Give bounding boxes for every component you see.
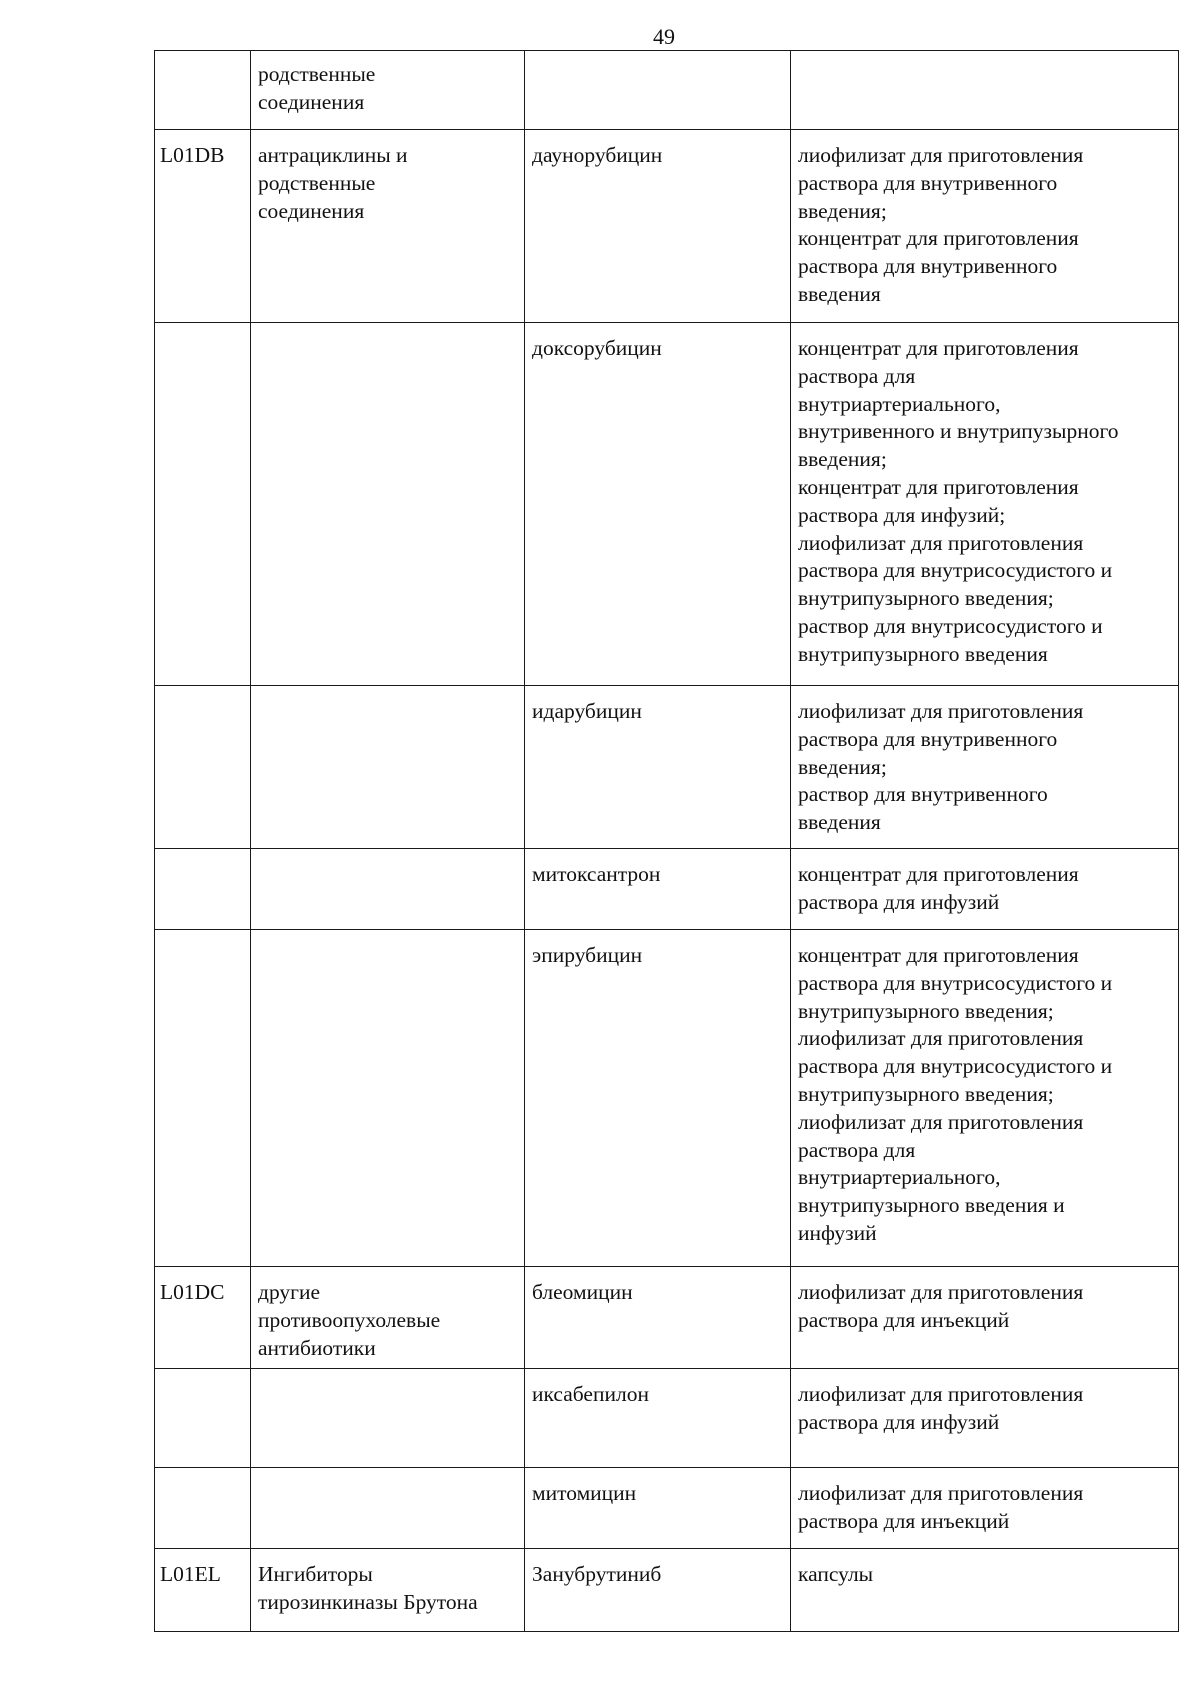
table-row [155, 849, 1179, 930]
dosage-form-line: лиофилизат для приготовления [798, 1026, 1084, 1051]
dosage-form-line: лиофилизат для приготовления [798, 699, 1084, 723]
table-row [155, 930, 1179, 1267]
dosage-form-cell [791, 686, 1179, 849]
drug-name-cell: идарубицин [525, 686, 791, 849]
dosage-form-line: раствора для внутрисосудистого и [798, 970, 1113, 995]
dosage-form-cell [791, 51, 1179, 130]
group-text-line: другие [258, 1280, 321, 1304]
dosage-form-line: концентрат для приготовления [798, 862, 1079, 886]
dosage-form-cell [791, 130, 1179, 323]
table-row [155, 1549, 1179, 1632]
dosage-form-line: концентрат для приготовления [798, 226, 1079, 251]
atc-code-cell: L01EL [155, 1549, 251, 1632]
group-text-line: соединения [258, 198, 365, 223]
dosage-form-line: капсулы [798, 1562, 874, 1587]
drug-name-cell: иксабепилон [525, 1369, 791, 1468]
dosage-form-line: раствор для внутривенного [798, 782, 1048, 807]
table-body [155, 51, 1179, 1632]
group-text-line: родственные [258, 170, 376, 195]
drug-table [154, 50, 1179, 1632]
dosage-form-line: введения [798, 281, 881, 306]
table-row [155, 51, 1179, 130]
drug-name-cell: митомицин [525, 1468, 791, 1549]
pharmacological-group-cell [251, 849, 525, 930]
group-text-line: антибиотики [258, 1335, 376, 1360]
dosage-form-cell [791, 1549, 1179, 1632]
dosage-form-line: внутрипузырного введения; [798, 586, 1054, 611]
dosage-form-line: внутриартериального, [798, 391, 1001, 416]
table-row [155, 323, 1179, 686]
dosage-form-cell [791, 323, 1179, 686]
atc-code-cell [155, 323, 251, 686]
drug-name-cell: доксорубицин [525, 323, 791, 686]
dosage-form-line: введения; [798, 754, 887, 779]
table-row [155, 130, 1179, 323]
dosage-form-line: раствора для [798, 363, 916, 388]
drug-name-cell: Занубрутиниб [525, 1549, 791, 1632]
drug-name-cell: блеомицин [525, 1267, 791, 1369]
dosage-form-line: лиофилизат для приготовления [798, 1382, 1084, 1407]
dosage-form-line: раствора для внутривенного [798, 170, 1058, 195]
drug-name-cell: митоксантрон [525, 849, 791, 930]
atc-code-cell [155, 1369, 251, 1468]
pharmacological-group-cell [251, 686, 525, 849]
group-text-line: родственные [258, 62, 376, 86]
dosage-form-line: введения; [798, 198, 887, 223]
pharmacological-group-cell [251, 51, 525, 130]
table-row [155, 1267, 1179, 1369]
dosage-form-line: внутрипузырного введения; [798, 998, 1054, 1023]
drug-name-cell: даунорубицин [525, 130, 791, 323]
dosage-form-cell [791, 1369, 1179, 1468]
dosage-form-line: раствора для инъекций [798, 1307, 1010, 1332]
dosage-form-line: раствора для внутрисосудистого и [798, 558, 1113, 583]
group-text-line: антрациклины и [258, 143, 408, 167]
dosage-form-line: концентрат для приготовления [798, 474, 1079, 499]
dosage-form-line: концентрат для приготовления [798, 336, 1079, 360]
drug-name-cell [525, 51, 791, 130]
atc-code-cell [155, 51, 251, 130]
atc-code-cell: L01DB [155, 130, 251, 323]
dosage-form-line: раствора для инфузий [798, 889, 1000, 914]
dosage-form-cell [791, 1267, 1179, 1369]
atc-code-cell [155, 849, 251, 930]
dosage-form-line: концентрат для приготовления [798, 943, 1079, 967]
atc-code-cell [155, 686, 251, 849]
group-text-line: Ингибиторы [258, 1562, 373, 1587]
dosage-form-line: лиофилизат для приготовления [798, 1109, 1084, 1134]
atc-code-cell [155, 930, 251, 1267]
dosage-form-cell [791, 1468, 1179, 1549]
atc-code-cell: L01DC [155, 1267, 251, 1369]
pharmacological-group-cell [251, 1267, 525, 1369]
table-row [155, 686, 1179, 849]
table-row [155, 1369, 1179, 1468]
dosage-form-line: раствора для [798, 1137, 916, 1162]
group-text-line: тирозинкиназы Брутона [258, 1590, 478, 1615]
dosage-form-line: лиофилизат для приготовления [798, 1481, 1084, 1506]
dosage-form-line: раствора для инфузий [798, 1410, 1000, 1435]
pharmacological-group-cell [251, 1468, 525, 1549]
dosage-form-line: внутривенного и внутрипузырного [798, 419, 1119, 444]
dosage-form-cell [791, 930, 1179, 1267]
dosage-form-line: раствора для внутривенного [798, 726, 1058, 751]
pharmacological-group-cell [251, 930, 525, 1267]
group-text-line: противоопухолевые [258, 1307, 441, 1332]
dosage-form-line: внутрипузырного введения; [798, 1081, 1054, 1106]
dosage-form-line: внутрипузырного введения и [798, 1193, 1065, 1218]
dosage-form-cell [791, 849, 1179, 930]
dosage-form-line: лиофилизат для приготовления [798, 1280, 1084, 1304]
pharmacological-group-cell [251, 130, 525, 323]
page-number: 49 [653, 24, 675, 49]
dosage-form-line: раствора для внутривенного [798, 254, 1058, 279]
dosage-form-line: введения [798, 810, 881, 835]
dosage-form-line: раствор для внутрисосудистого и [798, 613, 1103, 638]
dosage-form-line: лиофилизат для приготовления [798, 530, 1084, 555]
table-row [155, 1468, 1179, 1549]
dosage-form-line: внутриартериального, [798, 1165, 1001, 1190]
dosage-form-line: раствора для внутрисосудистого и [798, 1054, 1113, 1079]
pharmacological-group-cell [251, 1369, 525, 1468]
pharmacological-group-cell [251, 1549, 525, 1632]
dosage-form-line: раствора для инъекций [798, 1509, 1010, 1534]
dosage-form-line: лиофилизат для приготовления [798, 143, 1084, 167]
dosage-form-line: инфузий [798, 1220, 877, 1245]
dosage-form-line: введения; [798, 447, 887, 472]
atc-code-cell [155, 1468, 251, 1549]
group-text-line: соединения [258, 89, 365, 114]
dosage-form-line: раствора для инфузий; [798, 502, 1006, 527]
drug-name-cell: эпирубицин [525, 930, 791, 1267]
dosage-form-line: внутрипузырного введения [798, 641, 1048, 666]
pharmacological-group-cell [251, 323, 525, 686]
